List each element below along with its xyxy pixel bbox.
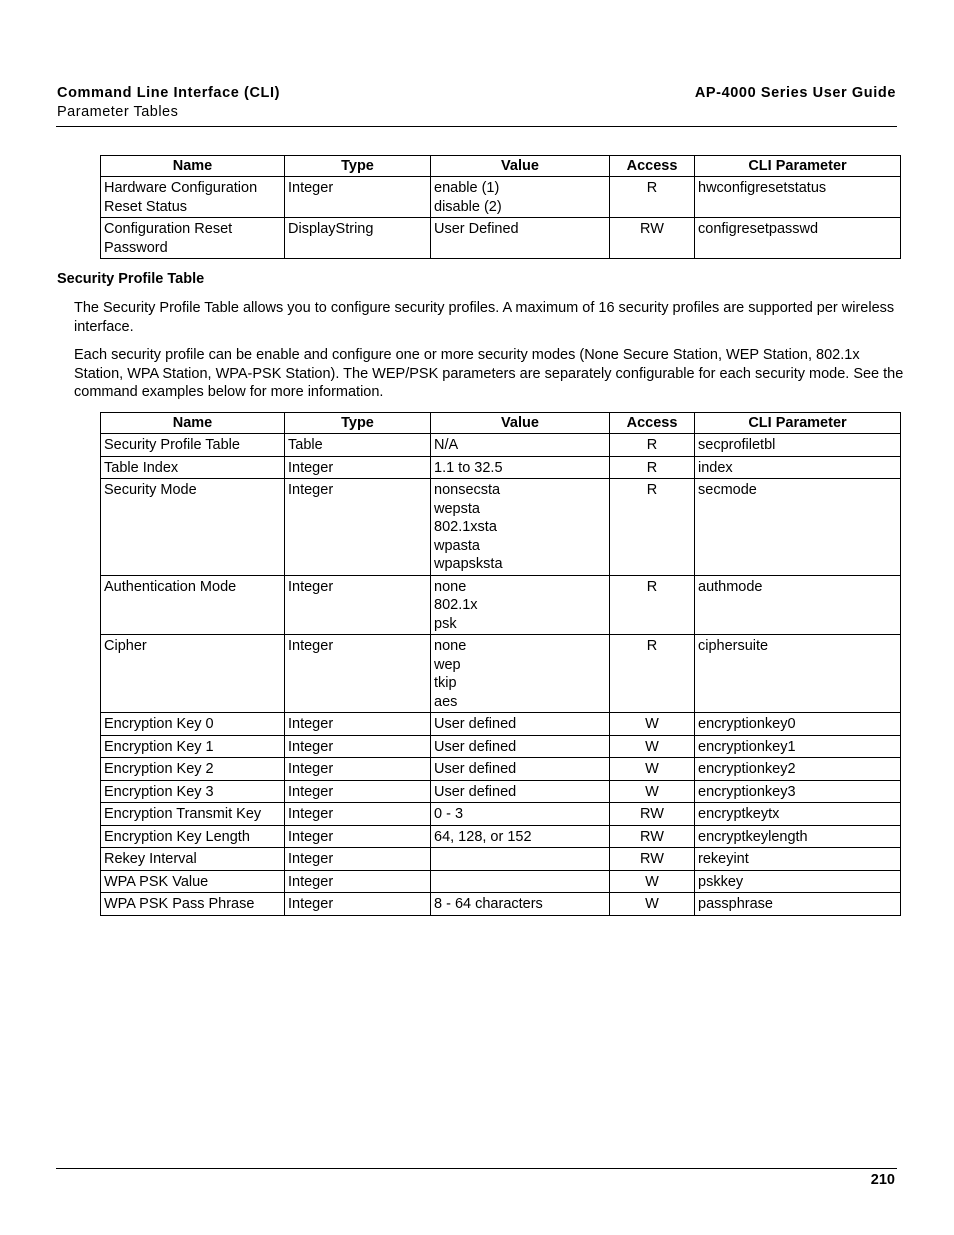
cell-name: [101, 218, 285, 259]
cell-value-line: 64, 128, or 152: [434, 828, 532, 845]
table-row: [101, 735, 901, 758]
cell-value-line: none: [434, 638, 467, 654]
table-row: [101, 893, 901, 916]
cell-value-line: N/A: [434, 437, 459, 453]
cell-value: [431, 848, 610, 871]
cell-type: Integer: [285, 635, 431, 713]
cell-value-line: wpapsksta: [434, 556, 503, 572]
security-profile-table: [100, 412, 901, 916]
cell-type: Integer: [285, 848, 431, 871]
cell-cli-parameter: hwconfigresetstatus: [695, 177, 901, 218]
cell-cli-parameter: encryptionkey0: [695, 713, 901, 736]
cell-name: [101, 575, 285, 635]
cell-type: Integer: [285, 803, 431, 826]
cell-type: Integer: [285, 825, 431, 848]
cell-value: [431, 825, 610, 848]
table-row: [101, 635, 901, 713]
cell-name: [101, 713, 285, 736]
cell-cli-parameter: encryptkeytx: [695, 803, 901, 826]
cell-value: [431, 735, 610, 758]
cell-cli-parameter: encryptionkey2: [695, 758, 901, 781]
cell-name-line: WPA PSK Pass Phrase: [104, 896, 255, 912]
cell-name: [101, 177, 285, 218]
cell-type: Integer: [285, 735, 431, 758]
cell-cli-parameter: configresetpasswd: [695, 218, 901, 259]
cell-name-line: Configuration Reset: [104, 221, 233, 237]
cell-name-line: Encryption Transmit Key: [104, 806, 262, 822]
cell-cli-parameter: index: [695, 456, 901, 479]
table-row: [101, 780, 901, 803]
column-header-access: Access: [610, 413, 695, 434]
cell-name-line: Cipher: [104, 638, 147, 654]
column-header-cli-parameter: CLI Parameter: [695, 413, 901, 434]
cell-type: DisplayString: [285, 218, 431, 259]
cell-cli-parameter: ciphersuite: [695, 635, 901, 713]
cell-value-line: User defined: [434, 716, 517, 732]
cell-name: [101, 456, 285, 479]
table-header-row: [101, 413, 901, 434]
table-row: [101, 177, 901, 218]
table-row: [101, 456, 901, 479]
cell-access: R: [610, 456, 695, 479]
column-header-value: Value: [431, 156, 610, 177]
cell-type: Integer: [285, 575, 431, 635]
cell-access: W: [610, 735, 695, 758]
cell-type: Integer: [285, 713, 431, 736]
cell-type: Integer: [285, 456, 431, 479]
cell-access: R: [610, 479, 695, 576]
table1-body: [101, 177, 901, 259]
footer-divider: [56, 1168, 897, 1169]
cell-type: Integer: [285, 177, 431, 218]
cell-name: [101, 635, 285, 713]
cell-name-line: Security Mode: [104, 482, 197, 498]
cell-name: [101, 434, 285, 457]
cell-access: R: [610, 434, 695, 457]
header-guide-title: AP-4000 Series User Guide: [694, 85, 896, 101]
cell-cli-parameter: passphrase: [695, 893, 901, 916]
cell-value-line: wepsta: [434, 500, 480, 517]
cell-name: [101, 735, 285, 758]
section-title: Security Profile Table: [57, 271, 205, 287]
table-row: [101, 479, 901, 576]
column-header-value: Value: [431, 413, 610, 434]
cell-value-line: none: [434, 578, 467, 595]
cell-value-line: 0 - 3: [434, 806, 464, 822]
cell-cli-parameter: secprofiletbl: [695, 434, 901, 457]
cell-name: [101, 870, 285, 893]
table-row: [101, 713, 901, 736]
cell-value-line: disable (2): [434, 198, 502, 215]
cell-value-line: tkip: [434, 675, 457, 691]
column-header-name: Name: [101, 413, 285, 434]
table-row: [101, 218, 901, 259]
cell-access: RW: [610, 803, 695, 826]
cell-name: [101, 825, 285, 848]
cell-access: R: [610, 575, 695, 635]
column-header-type: Type: [285, 413, 431, 434]
cell-value: [431, 177, 610, 218]
cell-access: RW: [610, 218, 695, 259]
cell-name: [101, 893, 285, 916]
header-section-title: Command Line Interface (CLI): [57, 85, 281, 101]
cell-name-line: Encryption Key 2: [104, 761, 214, 777]
cell-value-line: wpasta: [434, 537, 480, 554]
cell-cli-parameter: rekeyint: [695, 848, 901, 871]
header-divider: [56, 126, 897, 127]
cell-name-line: Encryption Key 0: [104, 716, 214, 732]
cell-value-line: User defined: [434, 761, 517, 777]
cell-type: Integer: [285, 893, 431, 916]
cell-name-line: Encryption Key 3: [104, 783, 214, 800]
column-header-type: Type: [285, 156, 431, 177]
cell-type: Integer: [285, 870, 431, 893]
table-row: [101, 575, 901, 635]
cell-value: [431, 635, 610, 713]
cell-access: RW: [610, 825, 695, 848]
cell-name-line: Security Profile Table: [104, 437, 240, 453]
cell-access: W: [610, 758, 695, 781]
cell-value-line: 802.1x: [434, 597, 478, 613]
cell-name-line: Rekey Interval: [104, 851, 197, 867]
cell-type: Integer: [285, 780, 431, 803]
cell-value-line: User defined: [434, 738, 517, 755]
table-row: [101, 848, 901, 871]
table-row: [101, 803, 901, 826]
cell-value: [431, 218, 610, 259]
header-subsection-title: Parameter Tables: [57, 104, 179, 120]
section-intro-paragraph: The Security Profile Table allows you to configure security profiles. A maximum of 16 security profiles are supported per wireless interface.: [74, 300, 895, 335]
cell-value-line: 8 - 64 characters: [434, 896, 543, 912]
section-detail-paragraph: Each security profile can be enable and configure one or more security modes (None Secure Station, WEP Station, 802.1x Station, WPA Station, WPA-PSK Station). The WEP/PSK parameters are separately configurable for each security mode. See the command examples below for more information.: [74, 347, 904, 400]
cell-name-line: Hardware Configuration: [104, 180, 258, 196]
hardware-config-table: [100, 155, 901, 259]
cell-value-line: wep: [434, 656, 461, 673]
cell-value-line: 802.1xsta: [434, 519, 497, 535]
cell-name: [101, 780, 285, 803]
table-row: [101, 825, 901, 848]
cell-cli-parameter: encryptionkey1: [695, 735, 901, 758]
cell-access: W: [610, 870, 695, 893]
cell-value: [431, 758, 610, 781]
cell-access: R: [610, 177, 695, 218]
cell-type: Table: [285, 434, 431, 457]
table-row: [101, 758, 901, 781]
cell-cli-parameter: pskkey: [695, 870, 901, 893]
table-row: [101, 870, 901, 893]
cell-value: [431, 893, 610, 916]
cell-name: [101, 479, 285, 576]
page-number: 210: [870, 1172, 895, 1188]
cell-name-line: Table Index: [104, 459, 179, 476]
column-header-access: Access: [610, 156, 695, 177]
table2-body: [101, 434, 901, 916]
cell-name-line: Authentication Mode: [104, 578, 237, 595]
cell-value-line: enable (1): [434, 180, 500, 196]
cell-name-line: Encryption Key Length: [104, 828, 250, 845]
cell-value-line: User defined: [434, 783, 517, 800]
cell-value-line: psk: [434, 615, 457, 632]
column-header-name: Name: [101, 156, 285, 177]
cell-name: [101, 758, 285, 781]
cell-value: [431, 456, 610, 479]
cell-value-line: aes: [434, 693, 458, 710]
cell-cli-parameter: secmode: [695, 479, 901, 576]
cell-value: [431, 780, 610, 803]
cell-value-line: User Defined: [434, 221, 519, 237]
cell-name-line: WPA PSK Value: [104, 873, 209, 890]
cell-name-line: Password: [104, 239, 168, 256]
cell-cli-parameter: encryptionkey3: [695, 780, 901, 803]
cell-access: RW: [610, 848, 695, 871]
cell-access: R: [610, 635, 695, 713]
cell-value: [431, 713, 610, 736]
cell-type: Integer: [285, 758, 431, 781]
cell-name-line: Encryption Key 1: [104, 738, 214, 755]
table-header-row: [101, 156, 901, 177]
cell-name: [101, 803, 285, 826]
cell-value: [431, 434, 610, 457]
cell-value: [431, 479, 610, 576]
column-header-cli-parameter: CLI Parameter: [695, 156, 901, 177]
cell-type: Integer: [285, 479, 431, 576]
cell-name: [101, 848, 285, 871]
cell-value: [431, 803, 610, 826]
cell-access: W: [610, 780, 695, 803]
cell-name-line: Reset Status: [104, 198, 188, 215]
cell-cli-parameter: encryptkeylength: [695, 825, 901, 848]
cell-value: [431, 870, 610, 893]
cell-cli-parameter: authmode: [695, 575, 901, 635]
cell-value-line: nonsecsta: [434, 482, 501, 498]
cell-value-line: 1.1 to 32.5: [434, 459, 503, 476]
table-row: [101, 434, 901, 457]
cell-access: W: [610, 893, 695, 916]
cell-value: [431, 575, 610, 635]
cell-access: W: [610, 713, 695, 736]
